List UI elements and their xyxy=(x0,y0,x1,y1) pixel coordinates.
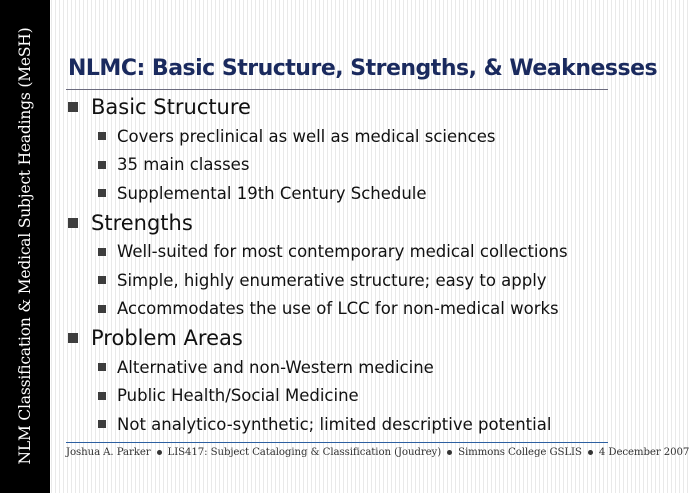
section-heading: Basic Structure xyxy=(91,95,251,119)
footer-date: 4 December 2007 xyxy=(598,447,689,458)
sub-bullet-item xyxy=(68,266,613,295)
footer-school: Simmons College GSLIS xyxy=(458,447,582,458)
square-bullet-icon xyxy=(98,420,106,428)
square-bullet-icon xyxy=(68,218,78,228)
sub-bullet-text: Supplemental 19th Century Schedule xyxy=(117,183,427,203)
bullet-separator-icon xyxy=(588,450,593,455)
square-bullet-icon xyxy=(98,189,106,197)
bullet-item xyxy=(68,92,613,122)
footer-author: Joshua A. Parker xyxy=(66,447,151,458)
sub-bullet-item xyxy=(68,410,613,439)
sub-bullet-item xyxy=(68,382,613,411)
sub-bullet-item xyxy=(68,238,613,267)
bullet-separator-icon xyxy=(157,450,162,455)
sub-bullet-item xyxy=(68,295,613,324)
sidebar-title: NLM Classification & Medical Subject Headings (MeSH) xyxy=(16,27,34,465)
sub-bullet-text: Not analytico-synthetic; limited descriptive potential xyxy=(117,414,552,434)
sub-bullet-text: Accommodates the use of LCC for non-medical works xyxy=(117,299,559,319)
slide-content xyxy=(68,92,613,439)
square-bullet-icon xyxy=(68,102,78,112)
square-bullet-icon xyxy=(98,161,106,169)
title-divider xyxy=(66,89,608,90)
sub-bullet-item xyxy=(68,122,613,151)
sub-bullet-item xyxy=(68,151,613,180)
slide-title: NLMC: Basic Structure, Strengths, & Weaknesses xyxy=(68,56,658,81)
sub-bullet-text: Covers preclinical as well as medical sciences xyxy=(117,126,496,146)
sub-bullet-text: 35 main classes xyxy=(117,155,250,175)
footer-divider xyxy=(66,442,608,443)
sub-bullet-item xyxy=(68,179,613,208)
square-bullet-icon xyxy=(98,363,106,371)
square-bullet-icon xyxy=(98,392,106,400)
bullet-item xyxy=(68,323,613,353)
section-heading: Problem Areas xyxy=(91,326,243,350)
sub-bullet-item xyxy=(68,353,613,382)
section-basic-structure xyxy=(68,92,613,208)
section-strengths xyxy=(68,208,613,324)
square-bullet-icon xyxy=(68,333,78,343)
sub-bullet-text: Simple, highly enumerative structure; easy to apply xyxy=(117,270,547,290)
footer xyxy=(66,447,689,458)
bullet-separator-icon xyxy=(447,450,452,455)
section-problem-areas xyxy=(68,323,613,439)
bullet-item xyxy=(68,208,613,238)
square-bullet-icon xyxy=(98,132,106,140)
sub-bullet-text: Alternative and non-Western medicine xyxy=(117,357,434,377)
sub-bullet-text: Public Health/Social Medicine xyxy=(117,386,359,406)
footer-course: LIS417: Subject Cataloging & Classification (Joudrey) xyxy=(167,447,442,458)
sidebar xyxy=(0,0,50,493)
sub-bullet-text: Well-suited for most contemporary medical collections xyxy=(117,242,568,262)
square-bullet-icon xyxy=(98,276,106,284)
section-heading: Strengths xyxy=(91,210,193,235)
square-bullet-icon xyxy=(98,248,106,256)
square-bullet-icon xyxy=(98,305,106,313)
